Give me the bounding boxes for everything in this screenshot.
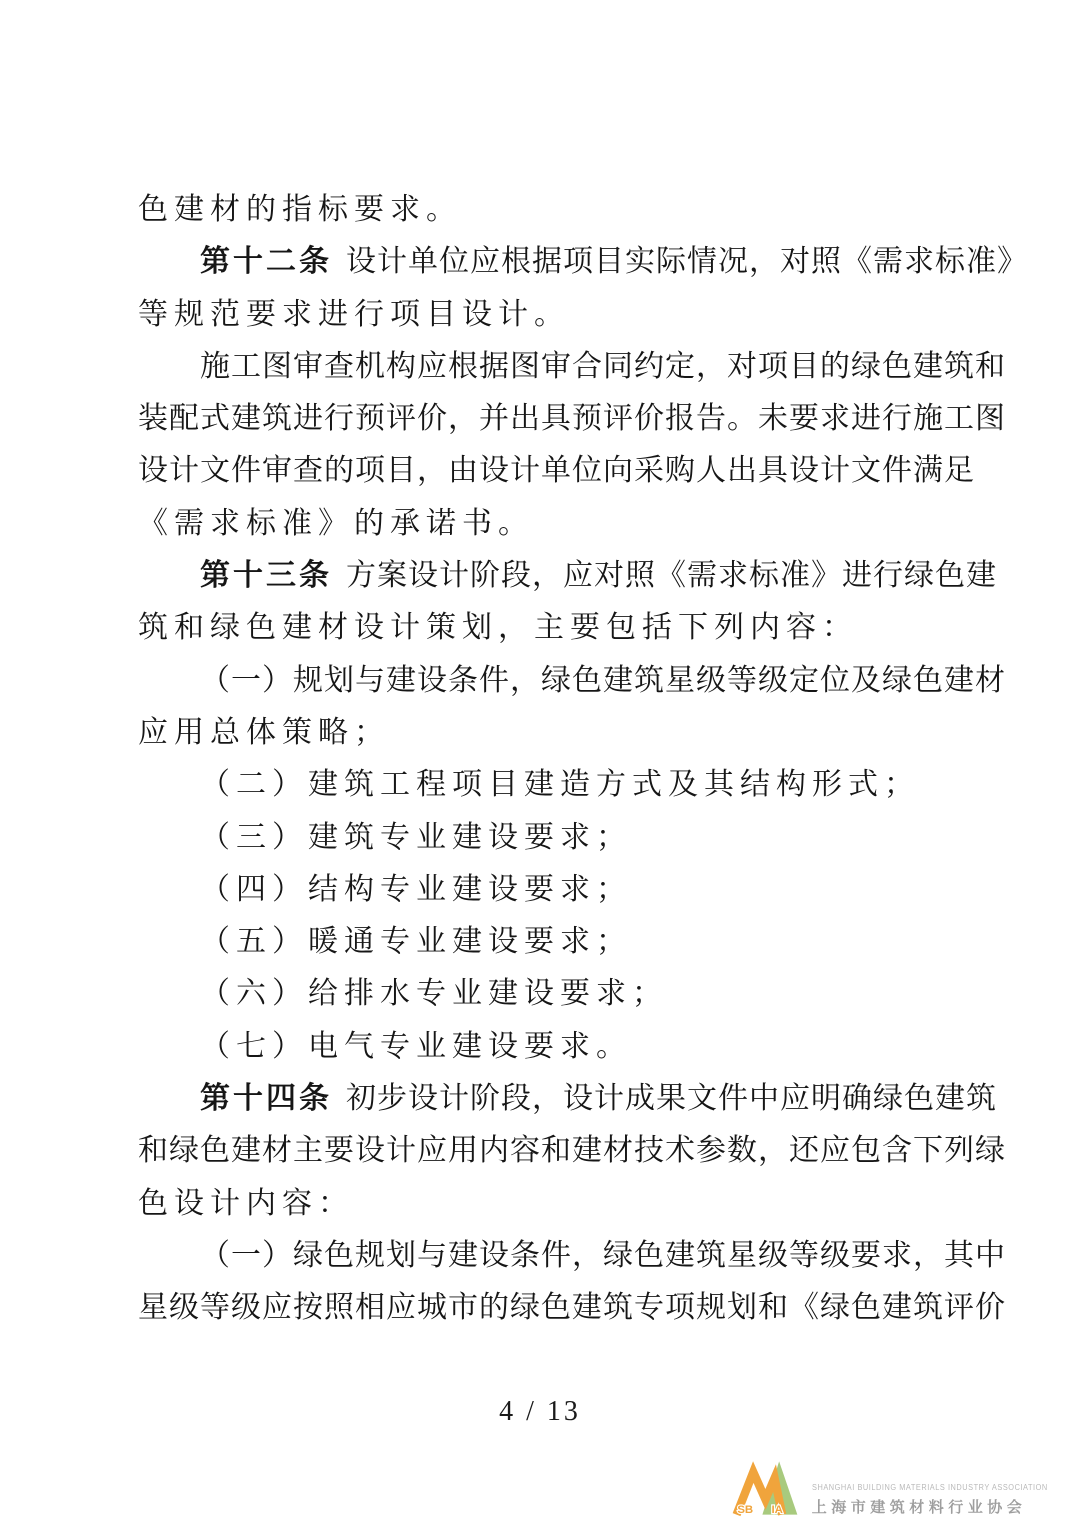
text-line: 装配式建筑进行预评价，并出具预评价报告。未要求进行施工图 <box>138 402 1006 436</box>
text-line: 星级等级应按照相应城市的绿色建筑专项规划和《绿色建筑评价 <box>138 1291 1006 1325</box>
line-text: 方案设计阶段，应对照《需求标准》进行绿色建 <box>346 559 997 593</box>
association-logo <box>732 1451 1068 1525</box>
article-number: 第十四条 <box>200 1082 332 1116</box>
logo-name-english: SHANGHAI BUILDING MATERIALS INDUSTRY ASSOCIATION <box>811 1483 1048 1492</box>
line-text: 初步设计阶段，设计成果文件中应明确绿色建筑 <box>346 1082 997 1116</box>
text-line: 施工图审查机构应根据图审合同约定，对项目的绿色建筑和 <box>200 349 1006 383</box>
text-line: （六）给排水专业建设要求； <box>200 977 668 1011</box>
logo-abbr-left: SB <box>737 1504 753 1517</box>
text-line: （一）绿色规划与建设条件，绿色建筑星级等级要求，其中 <box>200 1238 1006 1272</box>
text-line: （三）建筑专业建设要求； <box>200 820 632 854</box>
text-line: （二）建筑工程项目建造方式及其结构形式； <box>200 768 920 802</box>
text-line: （一）规划与建设条件，绿色建筑星级等级定位及绿色建材 <box>200 663 1006 697</box>
text-line <box>138 1073 997 1125</box>
text-line: （五）暖通专业建设要求； <box>200 925 632 959</box>
text-line: 筑和绿色建材设计策划，主要包括下列内容： <box>138 611 858 645</box>
logo-abbr-right: IA <box>771 1504 783 1517</box>
text-line: （四）结构专业建设要求； <box>200 872 632 906</box>
text-line <box>138 236 1028 288</box>
article-number: 第十三条 <box>200 559 332 593</box>
article-number: 第十二条 <box>200 245 332 279</box>
logo-name-chinese: 上海市建筑材料行业协会 <box>811 1499 1027 1516</box>
text-line: 《需求标准》的承诺书。 <box>138 506 534 540</box>
line-text: 设计单位应根据项目实际情况，对照《需求标准》 <box>346 245 1028 279</box>
page-indicator: 4 / 13 <box>499 1396 581 1427</box>
text-line: 等规范要求进行项目设计。 <box>138 297 570 331</box>
logo-mountain-m-icon <box>732 1451 808 1525</box>
text-line: （七）电气专业建设要求。 <box>200 1029 632 1063</box>
logo-text <box>812 1483 1068 1525</box>
text-line: 色建材的指标要求。 <box>138 193 462 226</box>
text-line: 设计文件审查的项目，由设计单位向采购人出具设计文件满足 <box>138 454 975 488</box>
text-line: 和绿色建材主要设计应用内容和建材技术参数，还应包含下列绿 <box>138 1134 1006 1168</box>
text-line: 色设计内容： <box>138 1186 354 1220</box>
text-line <box>138 550 997 602</box>
document-text-block <box>138 184 1028 1335</box>
text-line: 应用总体策略； <box>138 715 390 749</box>
